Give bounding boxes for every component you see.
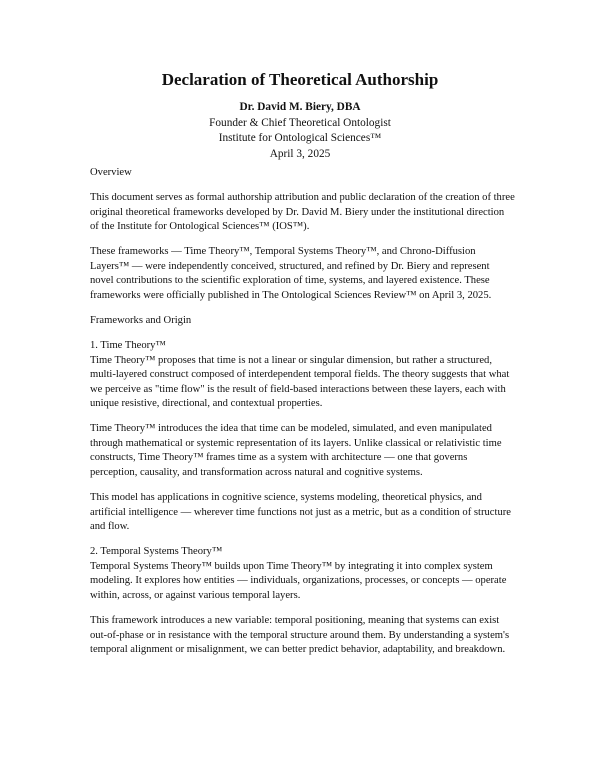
institute-name: Institute for Ontological Sciences™ [218,132,382,144]
document-date: April 3, 2025 [269,147,331,160]
document-body [90,166,515,668]
time-theory-paragraph-2: Time Theory™ introduces the idea that time can be modeled, simulated, and even manipulated through mathematical or systemic representation of its layers. Unlike classical or relativistic time constructs, Time Theory™ frames time as a system with architecture — one that governs perception, causality, and transformation across natural and cognitive systems. [90,423,502,479]
overview-heading: Overview [90,167,132,178]
temporal-systems-heading: 2. Temporal Systems Theory™ [90,546,223,558]
frameworks-heading: Frameworks and Origin [90,314,192,326]
overview-paragraph-2: These frameworks — Time Theory™, Temporal Systems Theory™, and Chrono-Diffusion Layers™ — were independently conceived, structured, and refined by Dr. Biery and represent novel contributions to the scientific exploration of time, systems, and layered existence. These frameworks were officially published in The Ontological Sciences Review™ on April 3, 2025. [90,246,492,301]
author-role: Founder & Chief Theoretical Ontologist [209,116,391,129]
author-block [0,100,600,162]
author-name: Dr. David M. Biery, DBA [239,101,361,113]
temporal-systems-paragraph-2: This framework introduces a new variable: temporal positioning, meaning that systems can exist out-of-phase or in resistance with the temporal structure around them. By understanding a system's temporal alignment or misalignment, we can better predict behavior, adaptability, and breakdown. [90,614,510,656]
temporal-systems-paragraph-1: Temporal Systems Theory™ builds upon Time Theory™ by integrating it into complex system modeling. It explores how entities — individuals, organizations, processes, or concepts — operate within, across, or against various temporal layers. [90,560,507,601]
time-theory-paragraph-1: Time Theory™ proposes that time is not a linear or singular dimension, but rather a structured, multi-layered construct composed of interdependent temporal fields. The theory suggests that what we perceive as "time flow" is the result of field-based interactions between these layers, each with unique resistive, directional, and contextual properties. [90,354,510,410]
time-theory-heading: 1. Time Theory™ [90,339,166,351]
overview-paragraph-1: This document serves as formal authorship attribution and public declaration of the creation of three original theoretical frameworks developed by Dr. David M. Biery under the institutional direction of the Institute for Ontological Sciences™ (IOS™). [90,191,515,233]
document-title: Declaration of Theoretical Authorship [161,70,439,89]
time-theory-paragraph-3: This model has applications in cognitive science, systems modeling, theoretical physics, and artificial intelligence — wherever time functions not just as a metric, but as a condition of structure and flow. [90,492,511,533]
